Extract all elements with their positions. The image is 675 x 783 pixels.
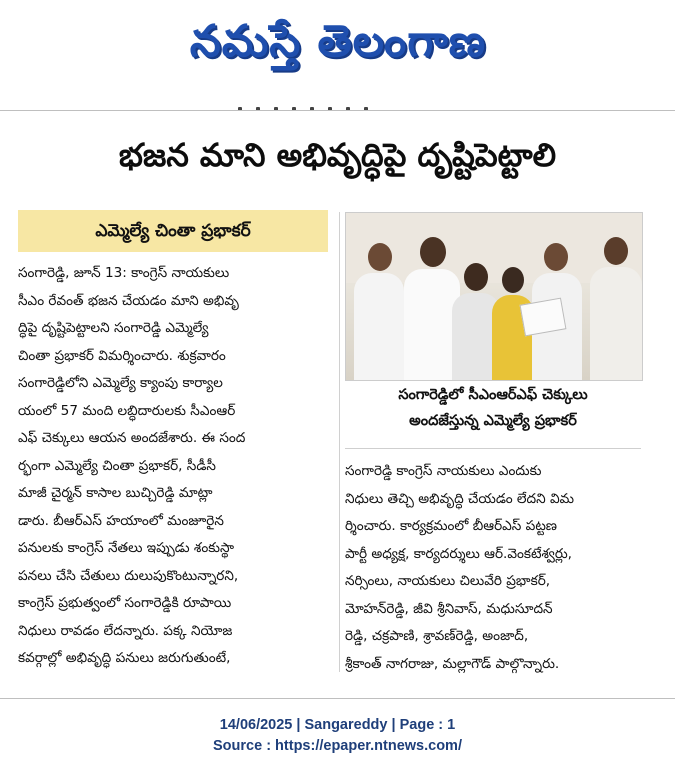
article-subhead: ఎమ్మెల్యే చింతా ప్రభాకర్ [18, 210, 328, 252]
body-line: పనులకు కాంగ్రెస్ నేతలు ఇప్పుడు శంకుస్థా [18, 540, 235, 556]
caption-line: అందజేస్తున్న ఎమ్మెల్యే ప్రభాకర్ [409, 413, 577, 429]
top-divider [0, 110, 675, 111]
body-line: నిధులు రావడం లేదన్నారు. పక్క నియోజ [18, 622, 233, 639]
left-column [18, 210, 334, 670]
body-line: సీఎం రేవంత్ భజన చేయడం మాని అభివృ [18, 292, 239, 309]
right-body-text [345, 458, 641, 678]
masthead [0, 0, 675, 108]
body-line: సంగారెడ్డిలోని ఎమ్మెల్యే క్యాంపు కార్యాల [18, 375, 223, 391]
bottom-divider [0, 698, 675, 699]
body-line: మోహన్‌రెడ్డి, జీవి శ్రీనివాస్, మధుసూదన్ [345, 600, 553, 617]
body-line: కవర్గాల్లో అభివృద్ధి పనులు జరుగుతుంటే, [18, 650, 231, 666]
masthead-dots [238, 96, 438, 102]
body-line: సంగారెడ్డి, జూన్ 13: కాంగ్రెస్ నాయకులు [18, 265, 230, 281]
body-line: పనలు చేసి చేతులు దులుపుకొంటున్నారని, [18, 567, 239, 584]
photo-person [590, 237, 642, 381]
article-headline: భజన మాని అభివృద్ధిపై దృష్టిపెట్టాలి [118, 136, 557, 174]
body-line: ఎఫ్ చెక్కులు ఆయన అందజేశారు. ఈ సంద [18, 430, 246, 446]
body-line: ర్భంగా ఎమ్మెల్యే చింతా ప్రభాకర్, సీడీసీ [18, 457, 216, 474]
body-line: రెడ్డి, చక్రపాణి, శ్రావణ్‌రెడ్డి, అంజాద్, [345, 628, 529, 644]
body-line: ద్ధిపై దృష్టిపెట్టాలని సంగారెడ్డి ఎమ్మెల్యే [18, 320, 209, 336]
body-line: కాంగ్రెస్ ప్రభుత్వంలో సంగారెడ్డికి రూపాయి [18, 595, 232, 611]
body-line: పార్టీ అధ్యక్ష, కార్యదర్శులు ఆర్.వెంకటేశ్వర్లు, [345, 545, 572, 562]
body-line: మాజీ చైర్మన్ కాసాల బుచ్చిరెడ్డి మాట్లా [18, 485, 213, 501]
footer-source-link[interactable]: Source : https://epaper.ntnews.com/ [213, 738, 462, 754]
body-line: నర్సింలు, నాయకులు చిలువేరి ప్రభాకర్, [345, 573, 551, 589]
newspaper-logo: నమస్తే తెలంగాణ [189, 16, 487, 67]
body-line: శ్రీకాంత్ నాగరాజు, మల్లాగౌడ్ పాల్గొన్నారు. [345, 655, 560, 672]
body-line: యంలో 57 మంది లబ్ధిదారులకు సీఎంఆర్ [18, 402, 236, 419]
caption-line: సంగారెడ్డిలో సీఎంఆర్ఎఫ్ చెక్కులు [398, 387, 588, 403]
body-line: డారు. బీఆర్ఎస్ హయాంలో మంజూరైన [18, 512, 224, 529]
body-line: ర్శించారు. కార్యక్రమంలో బీఆర్ఎస్ పట్టణ [345, 518, 558, 534]
column-divider [339, 212, 340, 672]
page-footer [0, 715, 675, 757]
photo-caption [345, 382, 641, 442]
body-line: చింతా ప్రభాకర్ విమర్శించారు. శుక్రవారం [18, 347, 226, 364]
left-body-text [18, 260, 334, 673]
photo-person [354, 243, 404, 381]
caption-divider [345, 448, 641, 449]
body-line: నిధులు తెచ్చి అభివృద్ధి చేయడం లేదని విమ [345, 490, 575, 507]
article-photo [345, 212, 643, 381]
body-line: సంగారెడ్డి కాంగ్రెస్ నాయకులు ఎందుకు [345, 463, 542, 479]
footer-date-line: 14/06/2025 | Sangareddy | Page : 1 [219, 717, 456, 733]
